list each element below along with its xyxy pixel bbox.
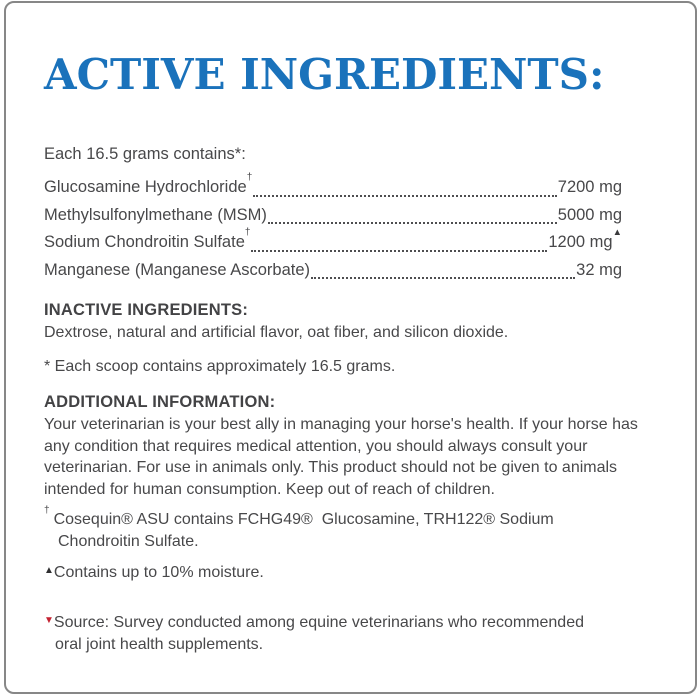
- ingredient-row-glucosamine: [44, 171, 622, 202]
- source-footnote: [44, 612, 592, 656]
- page-title: ACTIVE INGREDIENTS:: [44, 50, 605, 99]
- dot-leader: [311, 277, 575, 279]
- ingredient-amount: 32 mg: [576, 260, 622, 279]
- ingredient-name: Manganese (Manganese Ascorbate): [44, 260, 310, 279]
- inactive-ingredients-body: Dextrose, natural and artificial flavor, oat fiber, and silicon dioxide.: [44, 324, 509, 341]
- ingredient-name: Glucosamine Hydrochloride†: [44, 171, 253, 196]
- dot-leader: [251, 250, 547, 252]
- ingredient-name: Sodium Chondroitin Sulfate†: [44, 226, 251, 251]
- up-triangle-marker: ▲: [44, 564, 54, 576]
- inactive-ingredients-heading: INACTIVE INGREDIENTS:: [44, 301, 249, 319]
- moisture-footnote: [44, 562, 651, 584]
- dagger-marker: †: [44, 504, 50, 516]
- additional-information-heading: ADDITIONAL INFORMATION:: [44, 392, 276, 411]
- label-panel: [4, 1, 697, 694]
- ingredient-amount: 7200 mg: [557, 178, 622, 196]
- active-ingredients-list: [44, 171, 622, 284]
- ingredient-row-manganese: [44, 257, 622, 285]
- additional-information-section: [44, 391, 651, 501]
- additional-information-body: Your veterinarian is your best ally in managing your horse's health. If your horse has any condition that requires medical attention, you should always consult your veterinarian. For use in animals only. This product should not be given to animals intended for human consumption. Keep out of reach of children.: [44, 415, 638, 499]
- source-footnote-text: Source: Survey conducted among equine veterinarians who recommended oral joint health supplements.: [53, 613, 584, 653]
- dot-leader: [253, 195, 557, 197]
- serving-size-line: Each 16.5 grams contains*:: [44, 145, 246, 163]
- ingredient-amount: 5000 mg: [557, 205, 622, 224]
- scoop-footnote: * Each scoop contains approximately 16.5 grams.: [44, 357, 396, 375]
- dagger-sup: †: [246, 171, 253, 183]
- ingredient-name: Methylsulfonylmethane (MSM): [44, 205, 267, 224]
- ingredient-row-chondroitin: [44, 226, 622, 257]
- dagger-footnote-text: Cosequin® ASU contains FCHG49® Glucosamine, TRH122® Sodium Chondroitin Sulfate.: [53, 510, 554, 550]
- dagger-sup: †: [244, 226, 251, 238]
- inactive-ingredients-section: [44, 299, 651, 344]
- triangle-sup: ▲: [612, 226, 622, 238]
- ingredient-amount: 1200 mg▲: [548, 226, 622, 251]
- moisture-footnote-text: Contains up to 10% moisture.: [53, 563, 264, 581]
- label-content: [6, 3, 695, 656]
- dot-leader: [268, 222, 557, 224]
- ingredient-row-msm: [44, 202, 622, 230]
- dagger-footnote: [44, 504, 628, 553]
- down-triangle-red-marker: ▼: [44, 614, 54, 626]
